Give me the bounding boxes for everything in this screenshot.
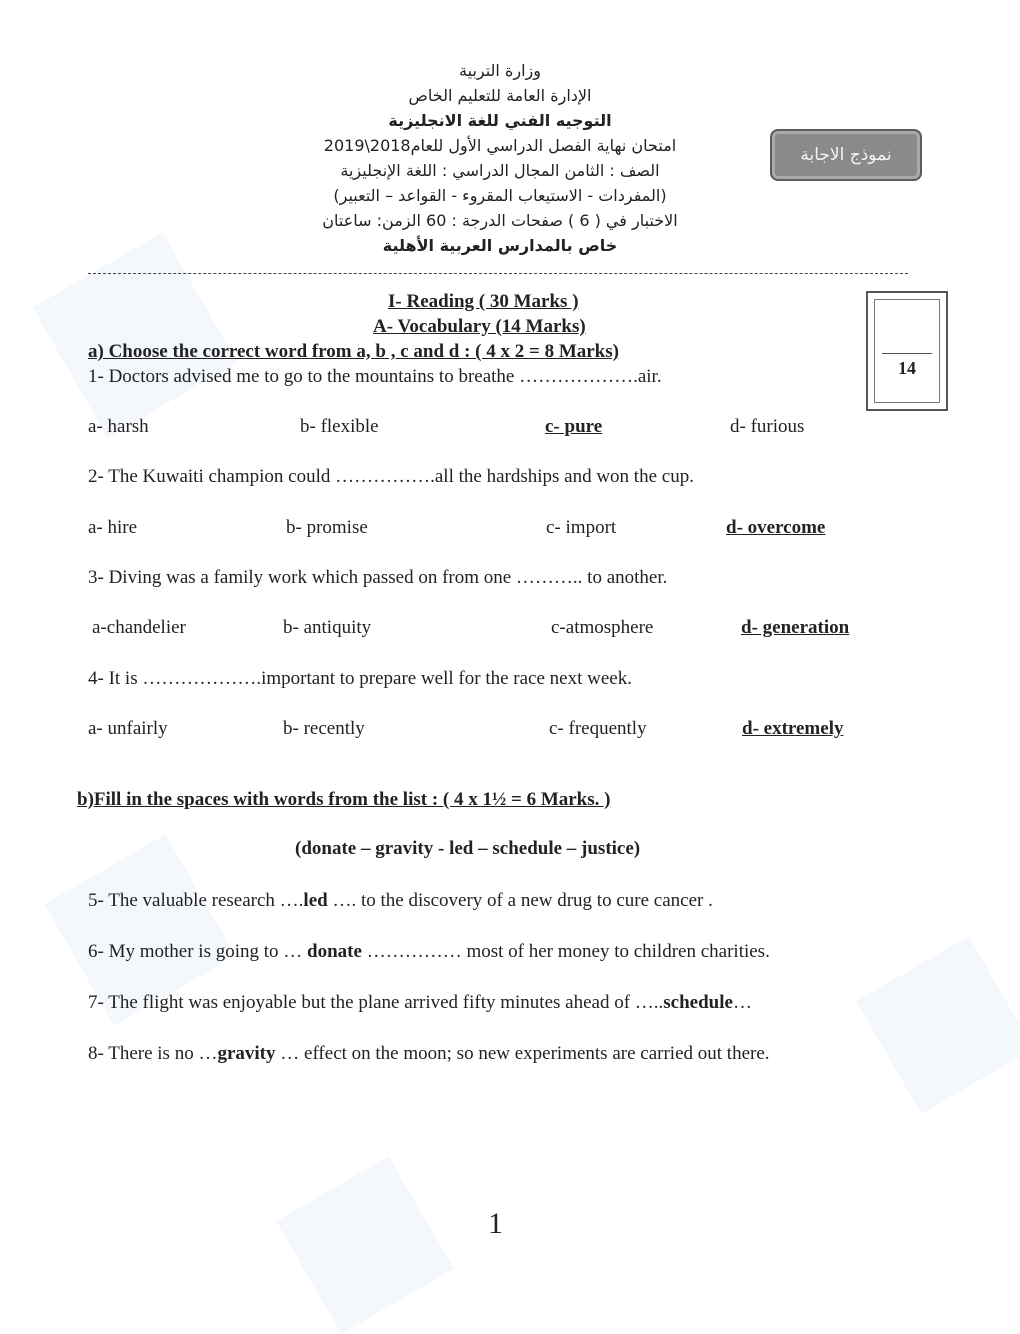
- department-name: الإدارة العامة للتعليم الخاص: [408, 86, 592, 105]
- score-value: 14: [898, 358, 916, 378]
- sentence-7: [88, 992, 752, 1014]
- grade-subject: الصف : الثامن المجال الدراسي : اللغة الإنجليزية: [340, 161, 660, 180]
- question-3: 3- Diving was a family work which passed on from one ……….. to another.: [88, 567, 668, 588]
- sentence-7-answer: schedule: [663, 992, 733, 1013]
- header-divider: [88, 273, 908, 274]
- q2-option-c: c- import: [546, 517, 617, 538]
- arabic-header: [200, 58, 800, 258]
- q3-option-a: a-chandelier: [92, 617, 186, 638]
- q1-option-c-correct: c- pure: [545, 416, 603, 437]
- sentence-5-answer: led: [303, 890, 328, 911]
- sentence-6-text: 6- My mother is going to …: [88, 941, 308, 962]
- score-box-inner-frame: [874, 299, 940, 403]
- ministry-name: وزارة التربية: [459, 61, 541, 80]
- q3-option-b: b- antiquity: [283, 617, 372, 638]
- sentence-8-rest: … effect on the moon; so new experiments are carried out there.: [275, 1043, 770, 1064]
- supervision-name: التوجيه الفني للغة الانجليزية: [388, 111, 612, 130]
- watermark-block: [33, 233, 238, 438]
- q2-option-b: b- promise: [286, 517, 368, 538]
- sentence-5: [88, 890, 713, 912]
- q2-option-a: a- hire: [88, 517, 138, 538]
- exam-components: (المفردات - الاستيعاب المقروء - القواعد – التعبير): [333, 186, 667, 205]
- reading-title: I- Reading ( 30 Marks ): [388, 291, 579, 312]
- sentence-8: [88, 1043, 770, 1065]
- vocabulary-title: A- Vocabulary (14 Marks): [373, 316, 586, 337]
- question-1: 1- Doctors advised me to go to the mountains to breathe ……………….air.: [88, 366, 662, 387]
- q2-option-d-correct: d- overcome: [726, 517, 826, 538]
- q1-option-b: b- flexible: [300, 416, 379, 437]
- sentence-8-answer: gravity: [217, 1043, 276, 1064]
- page-number: 1: [488, 1207, 503, 1240]
- question-4: 4- It is ……………….important to prepare well for the race next week.: [88, 668, 632, 689]
- part-a-instruction: a) Choose the correct word from a, b , c and d : ( 4 x 2 = 8 Marks): [88, 341, 619, 362]
- sentence-6-rest: …………… most of her money to children charities.: [361, 941, 770, 962]
- score-fraction-line: [882, 353, 932, 354]
- q4-option-d-correct: d- extremely: [742, 718, 844, 739]
- part-b-instruction: b)Fill in the spaces with words from the list : ( 4 x 1½ = 6 Marks. ): [77, 789, 611, 810]
- q4-option-a: a- unfairly: [88, 718, 168, 739]
- q4-option-c: c- frequently: [549, 718, 647, 739]
- q1-option-a: a- harsh: [88, 416, 149, 437]
- exam-info: الاختبار في ( 6 ) صفحات الدرجة : 60 الزمن: ساعتان: [322, 211, 678, 230]
- sentence-8-text: 8- There is no …: [88, 1043, 218, 1064]
- sentence-7-text: 7- The flight was enjoyable but the plane arrived fifty minutes ahead of …..: [88, 992, 664, 1013]
- q3-option-c: c-atmosphere: [551, 617, 654, 638]
- q4-option-b: b- recently: [283, 718, 365, 739]
- sentence-5-rest: …. to the discovery of a new drug to cure cancer .: [327, 890, 713, 911]
- watermark-block: [276, 1156, 454, 1334]
- sentence-7-rest: …: [732, 992, 752, 1013]
- schools-note: خاص بالمدارس العربية الأهلية: [382, 236, 618, 255]
- sentence-6-answer: donate: [307, 941, 362, 962]
- sentence-6: [88, 941, 770, 963]
- question-2: 2- The Kuwaiti champion could …………….all the hardships and won the cup.: [88, 466, 694, 487]
- watermark-block: [856, 936, 1020, 1114]
- word-list: (donate – gravity - led – schedule – justice): [295, 838, 641, 859]
- exam-title: امتحان نهاية الفصل الدراسي الأول للعام2018\2019: [323, 136, 677, 155]
- answer-key-badge: نموذج الاجابة: [770, 129, 922, 181]
- sentence-5-text: 5- The valuable research ….: [88, 890, 304, 911]
- q3-option-d-correct: d- generation: [741, 617, 850, 638]
- score-box: [866, 291, 948, 411]
- q1-option-d: d- furious: [730, 416, 805, 437]
